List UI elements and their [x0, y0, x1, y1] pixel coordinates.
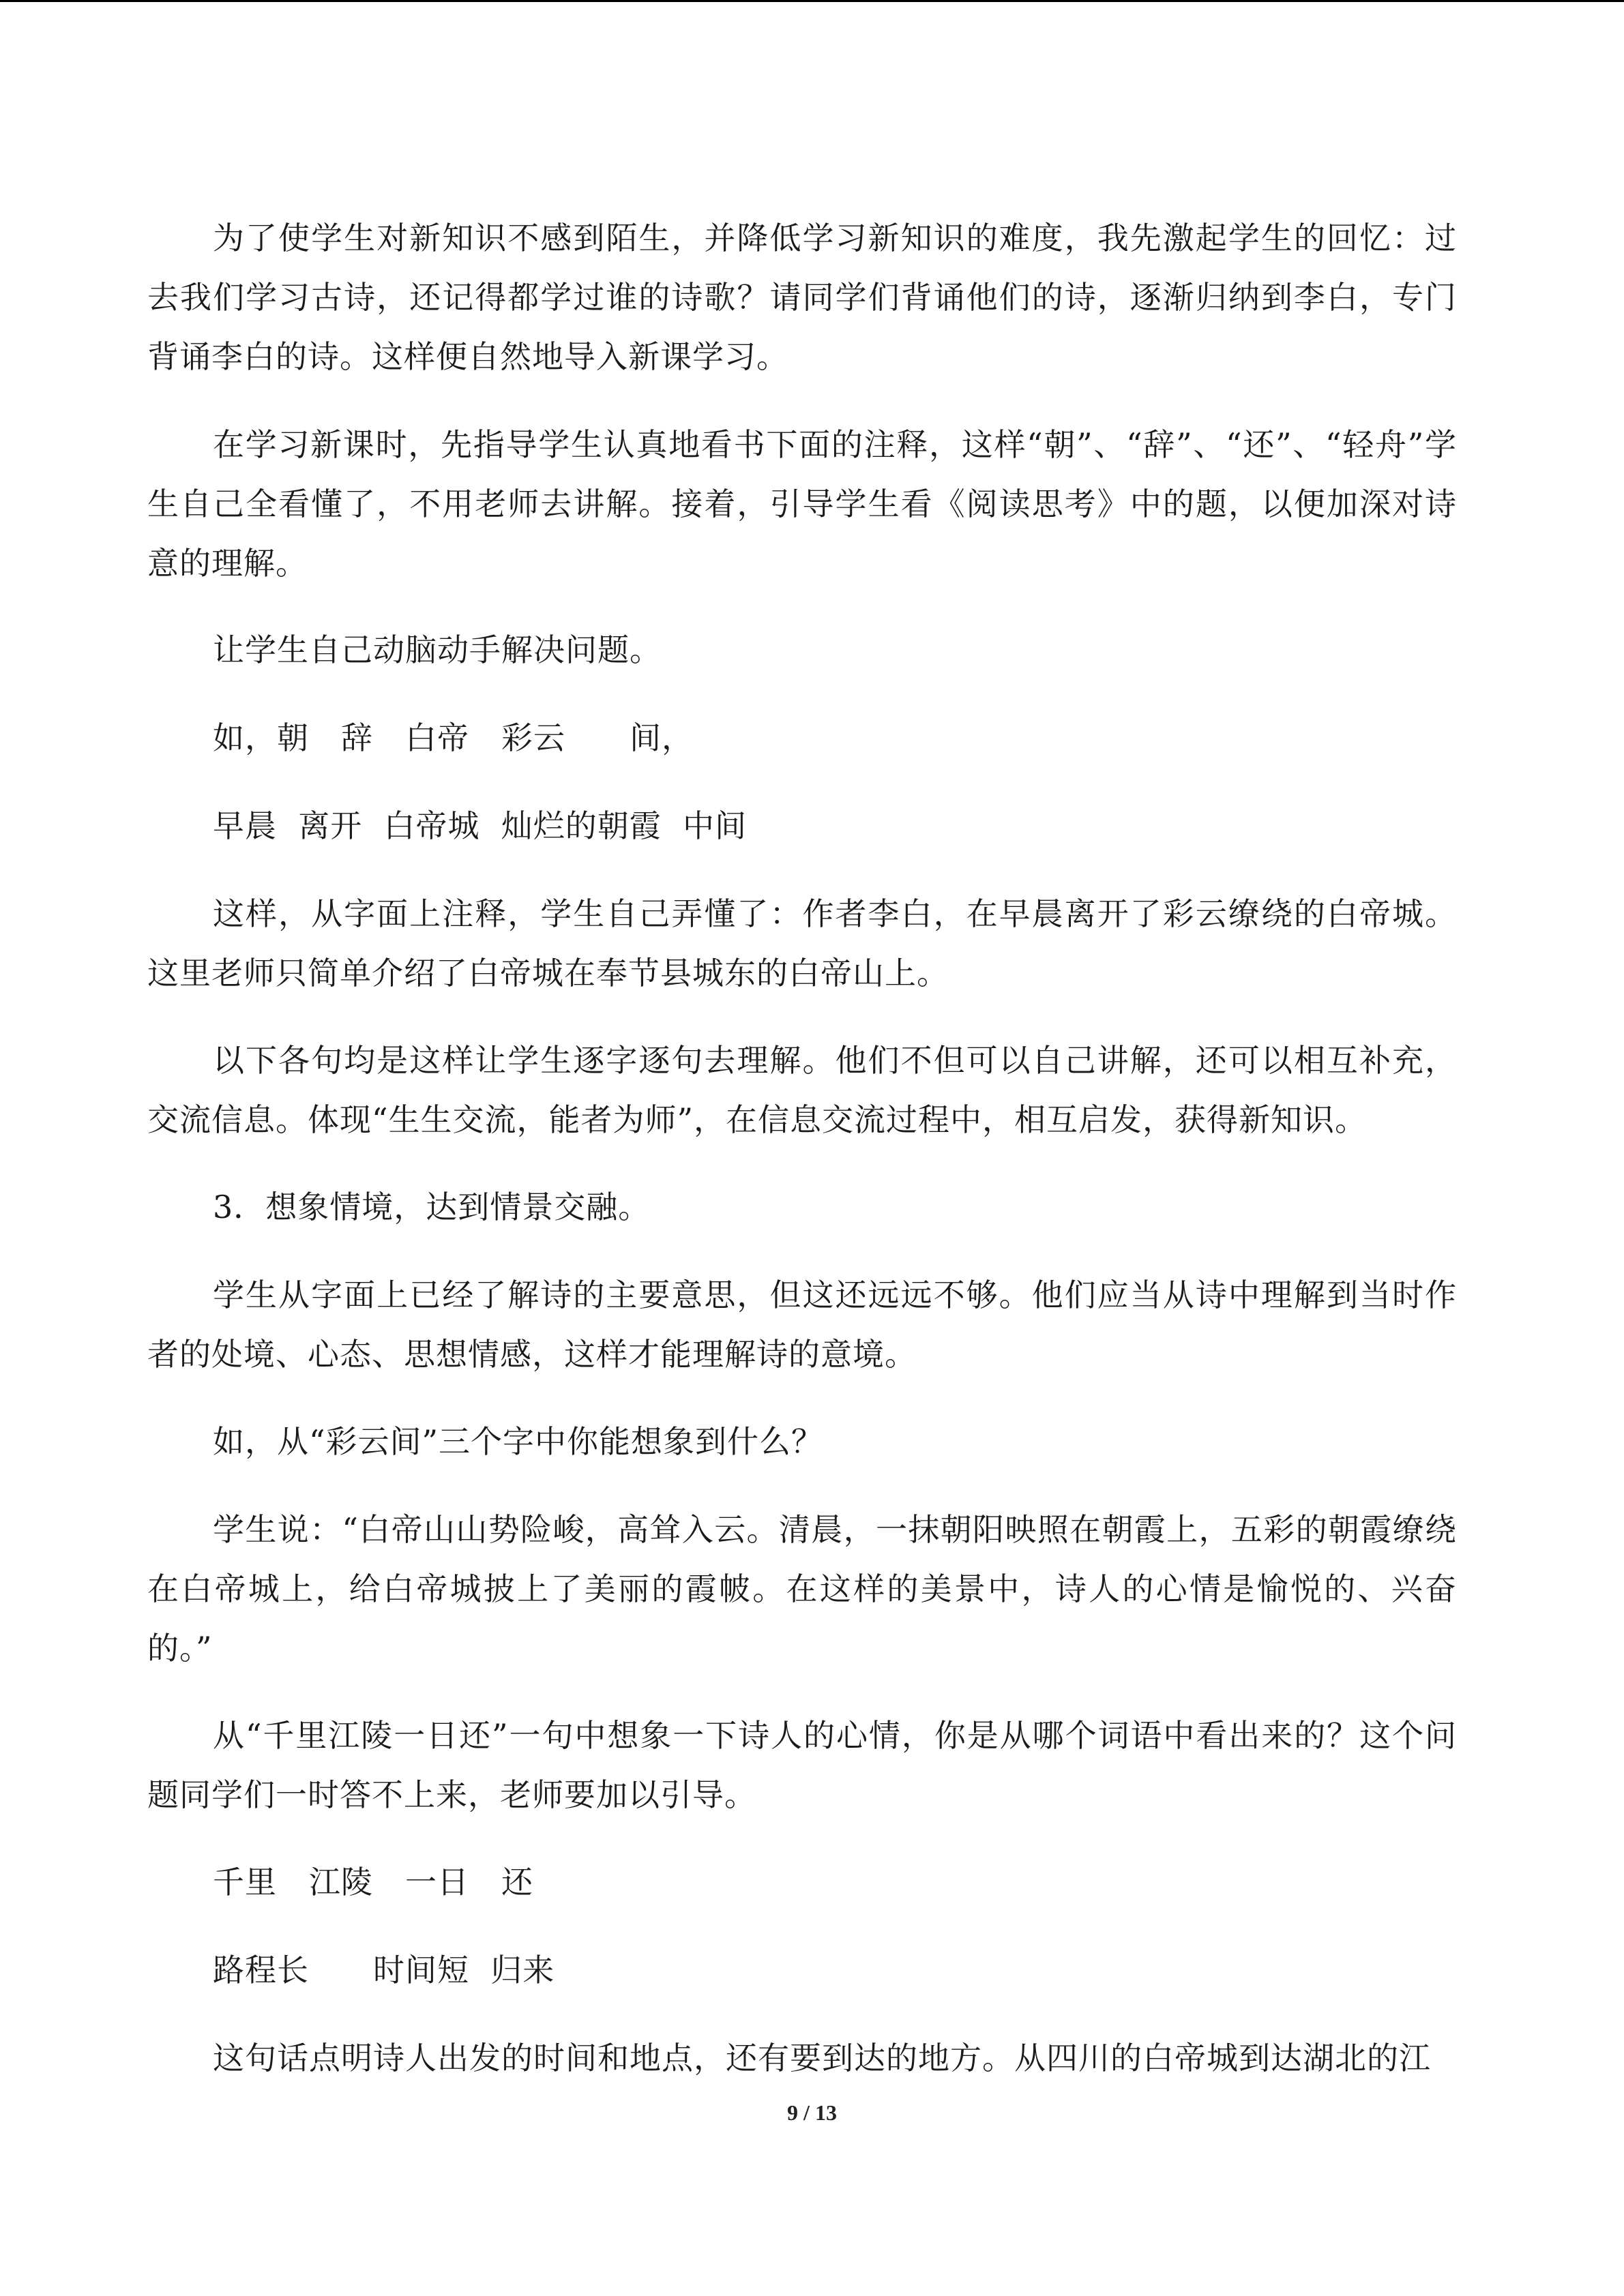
paragraph-annotation-explained: 这样，从字面上注释，学生自己弄懂了：作者李白，在早晨离开了彩云缭绕的白帝城。这里老师只简单介绍了白帝城在奉节县城东的白帝山上。: [147, 895, 1457, 992]
paragraph-intro-recall: 为了使学生对新知识不感到陌生，并降低学习新知识的难度，我先激起学生的回忆：过去我们学习古诗，还记得都学过谁的诗歌？请同学们背诵他们的诗，逐渐归纳到李白，专门背诵李白的诗。这样便自然地导入新课学习。: [147, 220, 1457, 375]
paragraph-route-explained: 这句话点明诗人出发的时间和地点，还有要到达的地方。从四川的白帝城到达湖北的江: [213, 2040, 1431, 2076]
poem-line-words-2: 千里 江陵 一日 还: [213, 1864, 533, 1900]
poem-line-words: 如，朝 辞 白帝 彩云 间，: [213, 719, 694, 756]
paragraph-self-solve: 让学生自己动脑动手解决问题。: [213, 631, 662, 668]
paragraph-student-answer: 学生说：“白帝山山势险峻，高耸入云。清晨，一抹朝阳映照在朝霞上，五彩的朝霞缭绕在白帝城上，给白帝城披上了美丽的霞帔。在这样的美景中，诗人的心情是愉悦的、兴奋的。”: [147, 1511, 1457, 1667]
paragraph-new-lesson: 在学习新课时，先指导学生认真地看书下面的注释，这样“朝”、“辞”、“还”、“轻舟”学生自己全看懂了，不用老师去讲解。接着，引导学生看《阅读思考》中的题，以便加深对诗意的理解。: [147, 426, 1457, 582]
paragraph-peer-exchange: 以下各句均是这样让学生逐字逐句去理解。他们不但可以自己讲解，还可以相互补充，交流信息。体现“生生交流，能者为师”，在信息交流过程中，相互启发，获得新知识。: [147, 1042, 1457, 1138]
paragraph-question-clouds: 如，从“彩云间”三个字中你能想象到什么？: [213, 1423, 824, 1460]
section-heading-imagine: 3．想象情境，达到情景交融。: [213, 1189, 651, 1225]
poem-line-meanings: 早晨 离开 白帝城 灿烂的朝霞 中间: [213, 807, 747, 844]
paragraph-question-jiangling: 从“千里江陵一日还”一句中想象一下诗人的心情，你是从哪个词语中看出来的？这个问题同学们一时答不上来，老师要加以引导。: [147, 1717, 1457, 1813]
top-border-rule: [0, 0, 1624, 2]
poem-line-meanings-2: 路程长 时间短 归来: [213, 1952, 555, 1988]
paragraph-understand-mood: 学生从字面上已经了解诗的主要意思，但这还远远不够。他们应当从诗中理解到当时作者的处境、心态、思想情感，这样才能理解诗的意境。: [147, 1277, 1457, 1373]
page-number: 9 / 13: [787, 2100, 837, 2125]
